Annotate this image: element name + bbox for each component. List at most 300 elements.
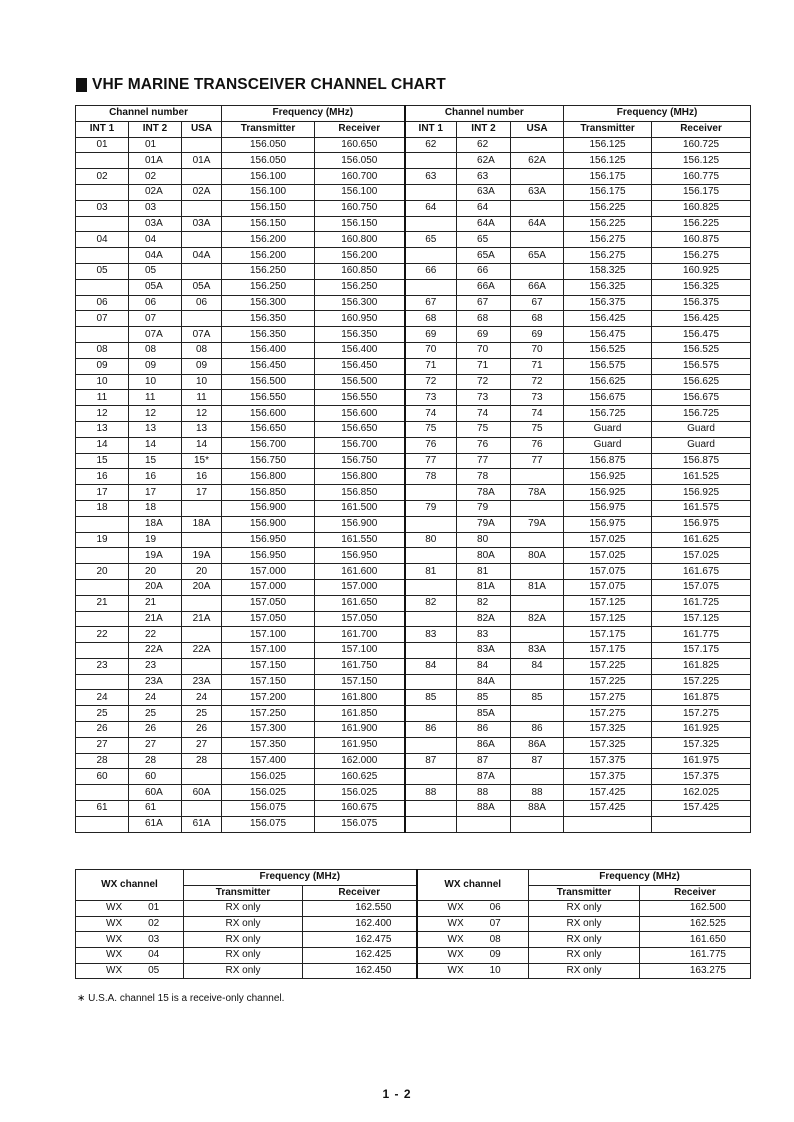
receiver-cell: 157.000 xyxy=(315,579,405,595)
wx-number: 05 xyxy=(148,964,160,976)
usa-cell: 84 xyxy=(511,658,564,674)
usa-cell: 07A xyxy=(182,327,222,343)
int2-cell: 68 xyxy=(457,311,511,327)
table-row xyxy=(76,548,751,564)
int1-cell: 03 xyxy=(76,200,129,216)
wx-prefix: WX xyxy=(447,918,464,930)
usa-cell xyxy=(182,532,222,548)
transmitter-cell: 156.975 xyxy=(564,516,652,532)
usa-cell xyxy=(511,627,564,643)
receiver-cell: 161.725 xyxy=(652,595,751,611)
receiver-cell: 156.675 xyxy=(652,390,751,406)
usa-cell xyxy=(182,500,222,516)
int1-cell xyxy=(76,816,129,832)
int1-cell: 02 xyxy=(76,169,129,185)
int2-cell: 70 xyxy=(457,342,511,358)
int2-cell: 88A xyxy=(457,801,511,817)
transmitter-cell: 156.875 xyxy=(564,453,652,469)
int2-cell: 21A xyxy=(129,611,182,627)
transmitter-cell: 156.900 xyxy=(222,516,315,532)
int1-cell: 87 xyxy=(405,753,457,769)
int1-cell: 14 xyxy=(76,437,129,453)
transmitter-cell: 156.950 xyxy=(222,532,315,548)
wx-table-body xyxy=(76,901,751,979)
channel-table-sub-header-row xyxy=(76,121,751,137)
usa-cell: 79A xyxy=(511,516,564,532)
usa-cell: 03A xyxy=(182,216,222,232)
wx-transmitter-cell: RX only xyxy=(184,916,303,932)
wx-receiver-cell: 162.425 xyxy=(303,947,417,963)
int2-cell: 13 xyxy=(129,421,182,437)
wx-channel-table xyxy=(75,869,751,979)
wx-channel-cell xyxy=(417,947,529,963)
transmitter-cell: 156.075 xyxy=(222,801,315,817)
transmitter-cell: 156.725 xyxy=(564,406,652,422)
int1-cell: 20 xyxy=(76,564,129,580)
usa-cell: 62A xyxy=(511,153,564,169)
int1-cell: 23 xyxy=(76,658,129,674)
transmitter-cell: 156.600 xyxy=(222,406,315,422)
transmitter-cell: 157.075 xyxy=(564,579,652,595)
receiver-cell: 157.375 xyxy=(652,769,751,785)
int2-cell: 26 xyxy=(129,722,182,738)
table-row xyxy=(76,690,751,706)
usa-cell xyxy=(182,769,222,785)
usa-cell: 77 xyxy=(511,453,564,469)
channel-chart-table xyxy=(75,105,751,833)
int1-cell xyxy=(76,579,129,595)
receiver-cell: 162.000 xyxy=(315,753,405,769)
int2-cell: 14 xyxy=(129,437,182,453)
receiver-cell: 161.850 xyxy=(315,706,405,722)
wx-prefix: WX xyxy=(106,918,123,930)
receiver-cell: 156.700 xyxy=(315,437,405,453)
usa-cell xyxy=(182,232,222,248)
usa-cell: 10 xyxy=(182,374,222,390)
transmitter-cell: 157.175 xyxy=(564,643,652,659)
int2-cell: 69 xyxy=(457,327,511,343)
transmitter-cell xyxy=(564,816,652,832)
usa-cell: 69 xyxy=(511,327,564,343)
transmitter-cell: 157.100 xyxy=(222,627,315,643)
int1-cell: 77 xyxy=(405,453,457,469)
table-row xyxy=(76,184,751,200)
transmitter-cell: 156.925 xyxy=(564,485,652,501)
receiver-cell: 156.300 xyxy=(315,295,405,311)
receiver-cell: 156.800 xyxy=(315,469,405,485)
table-row xyxy=(76,769,751,785)
transmitter-cell: 156.850 xyxy=(222,485,315,501)
transmitter-cell: 156.550 xyxy=(222,390,315,406)
transmitter-cell: 157.250 xyxy=(222,706,315,722)
receiver-cell: 160.925 xyxy=(652,263,751,279)
receiver-cell: Guard xyxy=(652,437,751,453)
page-number: 1 - 2 xyxy=(382,1087,412,1101)
usa-cell xyxy=(182,311,222,327)
transmitter-cell: 156.350 xyxy=(222,327,315,343)
receiver-cell: 157.025 xyxy=(652,548,751,564)
int2-cell: 03A xyxy=(129,216,182,232)
table-row xyxy=(76,279,751,295)
int1-cell: 28 xyxy=(76,753,129,769)
transmitter-cell: 156.950 xyxy=(222,548,315,564)
wx-channel-header: WX channel xyxy=(76,870,184,901)
transmitter-cell: 156.275 xyxy=(564,232,652,248)
transmitter-cell: 157.300 xyxy=(222,722,315,738)
transmitter-cell: 156.200 xyxy=(222,232,315,248)
usa-cell xyxy=(182,200,222,216)
table-row xyxy=(76,643,751,659)
usa-cell: 08 xyxy=(182,342,222,358)
wx-transmitter-cell: RX only xyxy=(184,901,303,917)
int1-cell: 07 xyxy=(76,311,129,327)
receiver-cell: 161.975 xyxy=(652,753,751,769)
int2-cell: 81A xyxy=(457,579,511,595)
usa-cell: 65A xyxy=(511,248,564,264)
usa-cell: 17 xyxy=(182,485,222,501)
wx-prefix: WX xyxy=(106,964,123,976)
transmitter-cell: 157.075 xyxy=(564,564,652,580)
int2-cell: 61A xyxy=(129,816,182,832)
usa-cell: 20 xyxy=(182,564,222,580)
usa-cell: 27 xyxy=(182,737,222,753)
receiver-cell: 157.225 xyxy=(652,674,751,690)
receiver-cell: 156.025 xyxy=(315,785,405,801)
wx-channel-cell xyxy=(417,901,529,917)
int2-cell: 20 xyxy=(129,564,182,580)
transmitter-cell: 156.100 xyxy=(222,169,315,185)
wx-transmitter-cell: RX only xyxy=(184,947,303,963)
int2-cell: 73 xyxy=(457,390,511,406)
int1-cell xyxy=(76,611,129,627)
int2-cell: 64 xyxy=(457,200,511,216)
int2-cell xyxy=(457,816,511,832)
int1-cell xyxy=(76,184,129,200)
usa-cell xyxy=(182,137,222,153)
int1-cell: 17 xyxy=(76,485,129,501)
int1-cell xyxy=(405,216,457,232)
receiver-cell: Guard xyxy=(652,421,751,437)
table-row xyxy=(76,295,751,311)
receiver-cell: 161.500 xyxy=(315,500,405,516)
int1-cell: 83 xyxy=(405,627,457,643)
int2-cell: 67 xyxy=(457,295,511,311)
int1-cell xyxy=(76,674,129,690)
int2-cell: 66 xyxy=(457,263,511,279)
transmitter-cell: 156.275 xyxy=(564,248,652,264)
transmitter-cell: 156.425 xyxy=(564,311,652,327)
int1-cell xyxy=(405,248,457,264)
usa-cell xyxy=(511,769,564,785)
transmitter-cell: 156.175 xyxy=(564,169,652,185)
receiver-cell: 161.625 xyxy=(652,532,751,548)
receiver-cell: 156.750 xyxy=(315,453,405,469)
receiver-cell: 156.475 xyxy=(652,327,751,343)
transmitter-cell: 157.350 xyxy=(222,737,315,753)
table-row xyxy=(76,932,751,948)
int1-cell xyxy=(76,216,129,232)
wx-number: 02 xyxy=(148,918,160,930)
int1-cell xyxy=(405,816,457,832)
int2-cell: 83A xyxy=(457,643,511,659)
wx-prefix: WX xyxy=(106,949,123,961)
usa-cell xyxy=(511,532,564,548)
table-row xyxy=(76,248,751,264)
int1-cell: 88 xyxy=(405,785,457,801)
int1-cell: 13 xyxy=(76,421,129,437)
int2-cell: 62A xyxy=(457,153,511,169)
receiver-header: Receiver xyxy=(652,121,751,137)
receiver-cell: 160.950 xyxy=(315,311,405,327)
transmitter-cell: 157.050 xyxy=(222,611,315,627)
usa-cell: 68 xyxy=(511,311,564,327)
usa-cell xyxy=(182,658,222,674)
transmitter-cell: 157.000 xyxy=(222,564,315,580)
receiver-cell: 161.875 xyxy=(652,690,751,706)
int1-cell: 74 xyxy=(405,406,457,422)
int1-cell xyxy=(76,248,129,264)
receiver-cell: 156.525 xyxy=(652,342,751,358)
wx-receiver-header: Receiver xyxy=(640,885,751,901)
receiver-cell: 161.750 xyxy=(315,658,405,674)
table-row xyxy=(76,374,751,390)
int1-cell: 75 xyxy=(405,421,457,437)
receiver-cell: 156.575 xyxy=(652,358,751,374)
int1-cell: 82 xyxy=(405,595,457,611)
receiver-cell: 161.925 xyxy=(652,722,751,738)
usa-cell: 87 xyxy=(511,753,564,769)
receiver-cell: 156.425 xyxy=(652,311,751,327)
int1-cell xyxy=(405,516,457,532)
receiver-cell: 157.325 xyxy=(652,737,751,753)
wx-number: 04 xyxy=(148,949,160,961)
receiver-cell: 156.550 xyxy=(315,390,405,406)
transmitter-cell: 156.700 xyxy=(222,437,315,453)
wx-transmitter-cell: RX only xyxy=(529,901,640,917)
receiver-cell: 160.625 xyxy=(315,769,405,785)
int2-cell: 24 xyxy=(129,690,182,706)
receiver-cell: 156.050 xyxy=(315,153,405,169)
usa-cell: 86A xyxy=(511,737,564,753)
usa-cell: 23A xyxy=(182,674,222,690)
receiver-cell: 160.825 xyxy=(652,200,751,216)
int2-cell: 20A xyxy=(129,579,182,595)
usa-cell: 60A xyxy=(182,785,222,801)
transmitter-cell: 156.525 xyxy=(564,342,652,358)
wx-receiver-header: Receiver xyxy=(303,885,417,901)
usa-cell xyxy=(511,469,564,485)
table-row xyxy=(76,469,751,485)
usa-cell xyxy=(182,263,222,279)
int2-header: INT 2 xyxy=(457,121,511,137)
int2-cell: 78 xyxy=(457,469,511,485)
wx-transmitter-cell: RX only xyxy=(184,963,303,979)
receiver-cell: 156.875 xyxy=(652,453,751,469)
int1-cell xyxy=(405,279,457,295)
int1-cell xyxy=(405,643,457,659)
transmitter-header: Transmitter xyxy=(222,121,315,137)
transmitter-cell: 156.100 xyxy=(222,184,315,200)
receiver-cell: 161.775 xyxy=(652,627,751,643)
transmitter-cell: 157.375 xyxy=(564,753,652,769)
transmitter-cell: 156.025 xyxy=(222,769,315,785)
transmitter-cell: 156.050 xyxy=(222,137,315,153)
table-row xyxy=(76,516,751,532)
receiver-cell: 157.175 xyxy=(652,643,751,659)
table-row xyxy=(76,816,751,832)
int2-cell: 12 xyxy=(129,406,182,422)
transmitter-cell: 156.925 xyxy=(564,469,652,485)
table-row xyxy=(76,595,751,611)
usa-cell: 21A xyxy=(182,611,222,627)
wx-channel-cell xyxy=(76,916,184,932)
int1-cell: 11 xyxy=(76,390,129,406)
usa-cell: 15* xyxy=(182,453,222,469)
transmitter-cell: 156.225 xyxy=(564,200,652,216)
transmitter-cell: 157.175 xyxy=(564,627,652,643)
table-row xyxy=(76,500,751,516)
transmitter-cell: 156.350 xyxy=(222,311,315,327)
usa-cell xyxy=(182,627,222,643)
int2-cell: 65A xyxy=(457,248,511,264)
wx-receiver-cell: 162.475 xyxy=(303,932,417,948)
transmitter-cell: 157.125 xyxy=(564,611,652,627)
usa-cell: 66A xyxy=(511,279,564,295)
int2-cell: 04A xyxy=(129,248,182,264)
transmitter-cell: 157.100 xyxy=(222,643,315,659)
usa-cell xyxy=(511,564,564,580)
usa-cell: 76 xyxy=(511,437,564,453)
int1-cell: 81 xyxy=(405,564,457,580)
table-row xyxy=(76,153,751,169)
transmitter-cell: 156.900 xyxy=(222,500,315,516)
usa-cell: 72 xyxy=(511,374,564,390)
table-row xyxy=(76,137,751,153)
table-row xyxy=(76,327,751,343)
wx-channel-header: WX channel xyxy=(417,870,529,901)
wx-transmitter-cell: RX only xyxy=(529,916,640,932)
int2-cell: 75 xyxy=(457,421,511,437)
int1-cell xyxy=(405,579,457,595)
table-row xyxy=(76,532,751,548)
table-row xyxy=(76,263,751,279)
receiver-cell: 157.100 xyxy=(315,643,405,659)
int2-cell: 04 xyxy=(129,232,182,248)
int2-cell: 71 xyxy=(457,358,511,374)
transmitter-cell: 156.075 xyxy=(222,816,315,832)
int2-cell: 86A xyxy=(457,737,511,753)
usa-cell xyxy=(511,200,564,216)
int2-cell: 82 xyxy=(457,595,511,611)
int2-cell: 23A xyxy=(129,674,182,690)
int2-cell: 85A xyxy=(457,706,511,722)
int1-cell: 15 xyxy=(76,453,129,469)
wx-receiver-cell: 162.525 xyxy=(640,916,751,932)
wx-transmitter-header: Transmitter xyxy=(529,885,640,901)
int2-cell: 11 xyxy=(129,390,182,406)
wx-receiver-cell: 162.500 xyxy=(640,901,751,917)
wx-number: 07 xyxy=(489,918,501,930)
table-row xyxy=(76,342,751,358)
receiver-cell: 156.350 xyxy=(315,327,405,343)
wx-channel-cell xyxy=(417,932,529,948)
int1-cell xyxy=(76,153,129,169)
receiver-cell: 156.225 xyxy=(652,216,751,232)
int1-cell xyxy=(76,279,129,295)
wx-transmitter-cell: RX only xyxy=(529,932,640,948)
int1-cell xyxy=(405,611,457,627)
usa-cell: 78A xyxy=(511,485,564,501)
channel-table-body xyxy=(76,137,751,832)
int1-cell: 86 xyxy=(405,722,457,738)
int2-cell: 87 xyxy=(457,753,511,769)
int2-cell: 19A xyxy=(129,548,182,564)
frequency-header: Frequency (MHz) xyxy=(564,106,751,122)
int2-cell: 60A xyxy=(129,785,182,801)
usa-cell: 01A xyxy=(182,153,222,169)
int1-cell: 63 xyxy=(405,169,457,185)
int2-cell: 05A xyxy=(129,279,182,295)
title-bullet-square xyxy=(76,78,87,92)
int2-cell: 18A xyxy=(129,516,182,532)
table-row xyxy=(76,311,751,327)
transmitter-cell: 157.000 xyxy=(222,579,315,595)
page-title xyxy=(76,74,446,96)
table-row xyxy=(76,485,751,501)
transmitter-cell: 156.625 xyxy=(564,374,652,390)
int1-cell: 22 xyxy=(76,627,129,643)
receiver-cell: 161.575 xyxy=(652,500,751,516)
transmitter-cell: 156.800 xyxy=(222,469,315,485)
int1-cell: 72 xyxy=(405,374,457,390)
int1-cell: 67 xyxy=(405,295,457,311)
wx-transmitter-header: Transmitter xyxy=(184,885,303,901)
int1-cell xyxy=(405,737,457,753)
int1-cell xyxy=(76,516,129,532)
receiver-cell: 156.975 xyxy=(652,516,751,532)
int1-cell: 24 xyxy=(76,690,129,706)
table-row xyxy=(76,437,751,453)
int1-cell: 61 xyxy=(76,801,129,817)
int2-cell: 82A xyxy=(457,611,511,627)
usa-cell: 14 xyxy=(182,437,222,453)
receiver-cell: 160.725 xyxy=(652,137,751,153)
int2-cell: 86 xyxy=(457,722,511,738)
wx-channel-cell xyxy=(417,916,529,932)
usa-cell: 06 xyxy=(182,295,222,311)
table-row xyxy=(76,169,751,185)
usa-cell: 88 xyxy=(511,785,564,801)
int1-cell: 84 xyxy=(405,658,457,674)
transmitter-cell: 157.275 xyxy=(564,706,652,722)
wx-channel-cell xyxy=(76,901,184,917)
usa-cell: 64A xyxy=(511,216,564,232)
receiver-cell: 157.425 xyxy=(652,801,751,817)
receiver-cell: 160.850 xyxy=(315,263,405,279)
int2-cell: 25 xyxy=(129,706,182,722)
wx-number: 03 xyxy=(148,933,160,945)
wx-receiver-cell: 161.775 xyxy=(640,947,751,963)
int2-cell: 65 xyxy=(457,232,511,248)
int1-cell: 66 xyxy=(405,263,457,279)
receiver-cell: 160.775 xyxy=(652,169,751,185)
channel-table-group-header-row xyxy=(76,106,751,122)
int2-cell: 01A xyxy=(129,153,182,169)
transmitter-cell: 156.575 xyxy=(564,358,652,374)
int2-cell: 05 xyxy=(129,263,182,279)
int2-cell: 09 xyxy=(129,358,182,374)
receiver-cell: 156.850 xyxy=(315,485,405,501)
